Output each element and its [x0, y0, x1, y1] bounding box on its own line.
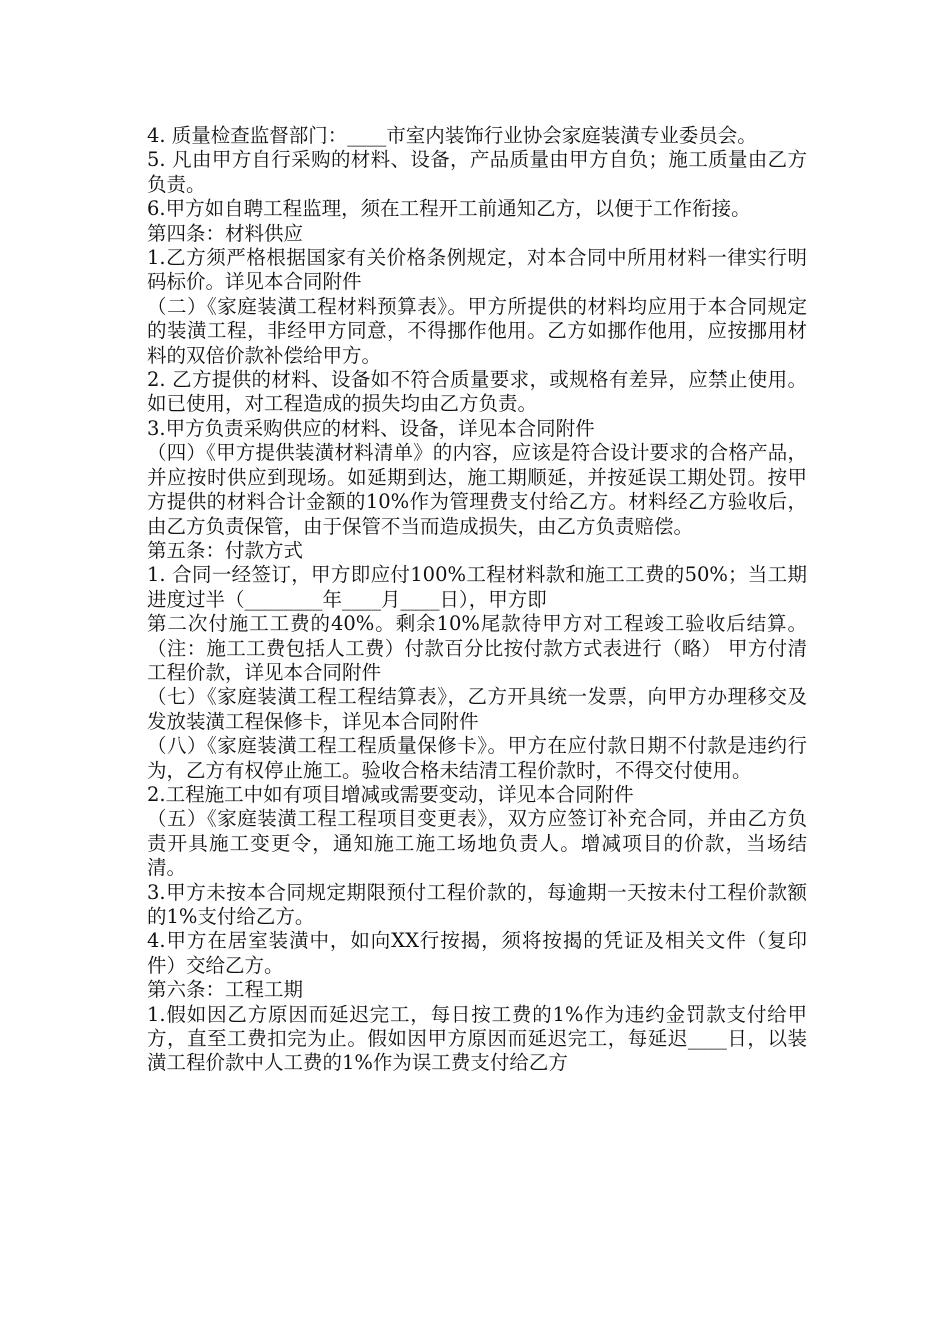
section-heading-article-6: 第六条：工程工期	[147, 978, 304, 1002]
clause-settlement-table: （七）《家庭装潢工程工程结算表》，乙方开具统一发票，向甲方办理移交及发放装潢工程保修卡，详见本合同附件	[147, 685, 807, 733]
clause-warranty-card: （八）《家庭装潢工程工程质量保修卡》。甲方在应付款日期不付款是违约行为，乙方有权停止施工。验收合格未结清工程价款时，不得交付使用。	[147, 734, 807, 782]
clause-project-changes: 2.工程施工中如有项目增减或需要变动，详见本合同附件	[147, 782, 634, 806]
clause-supervisor-notice: 6.甲方如自聘工程监理，须在工程开工前通知乙方，以便于工作衔接。	[147, 197, 751, 221]
clause-mortgage: 4.甲方在居室装潢中，如向XX行按揭，须将按揭的凭证及相关文件（复印件）交给乙方。	[147, 929, 807, 977]
clause-material-budget: （二）《家庭装潢工程材料预算表》。甲方所提供的材料均应用于本合同规定的装潢工程，非经甲方同意，不得挪作他用。乙方如挪作他用，应按挪用材料的双倍价款补偿给甲方。	[147, 294, 807, 367]
section-heading-article-5: 第五条：付款方式	[147, 538, 304, 562]
clause-material-quality: 2. 乙方提供的材料、设备如不符合质量要求，或规格有差异，应禁止使用。如已使用，对工程造成的损失均由乙方负责。	[147, 368, 807, 416]
clause-delay-penalty: 1.假如因乙方原因而延迟完工，每日按工费的1%作为违约金罚款支付给甲方，直至工费扣完为止。假如因甲方原因而延迟完工，每延迟____日，以装潢工程价款中人工费的1%作为误工费支付给乙方	[147, 1002, 807, 1075]
clause-first-payment: 1. 合同一经签订，甲方即应付100%工程材料款和施工工费的50%；当工期进度过半（________年____月____日），甲方即	[147, 563, 807, 611]
clause-change-table: （五）《家庭装潢工程工程项目变更表》，双方应签订补充合同，并由乙方负责开具施工变更令，通知施工施工场地负责人。增减项目的价款，当场结清。	[147, 807, 807, 880]
document-body	[147, 124, 807, 1076]
clause-party-a-supply: 3.甲方负责采购供应的材料、设备，详见本合同附件	[147, 416, 595, 440]
clause-second-payment: 第二次付施工工费的40%。剩余10%尾款待甲方对工程竣工验收后结算。（注：施工工费包括人工费）付款百分比按付款方式表进行（略） 甲方付清工程价款，详见本合同附件	[147, 612, 807, 684]
section-heading-article-4: 第四条：材料供应	[147, 221, 304, 245]
clause-material-pricing: 1.乙方须严格根据国家有关价格条例规定，对本合同中所用材料一律实行明码标价。详见本合同附件	[147, 246, 807, 294]
clause-late-payment: 3.甲方未按本合同规定期限预付工程价款的，每逾期一天按未付工程价款额的1%支付给乙方。	[147, 880, 807, 928]
clause-self-purchase-quality: 5. 凡由甲方自行采购的材料、设备，产品质量由甲方自负；施工质量由乙方负责。	[147, 148, 807, 196]
clause-supply-list: （四）《甲方提供装潢材料清单》的内容，应该是符合设计要求的合格产品，并应按时供应到现场。如延期到达，施工期顺延，并按延误工期处罚。按甲方提供的材料合计金额的10%作为管理费支付给乙方。材料经乙方验收后，由乙方负责保管，由于保管不当而造成损失，由乙方负责赔偿。	[147, 441, 807, 538]
clause-quality-supervision: 4. 质量检查监督部门：____市室内装饰行业协会家庭装潢专业委员会。	[147, 124, 757, 147]
